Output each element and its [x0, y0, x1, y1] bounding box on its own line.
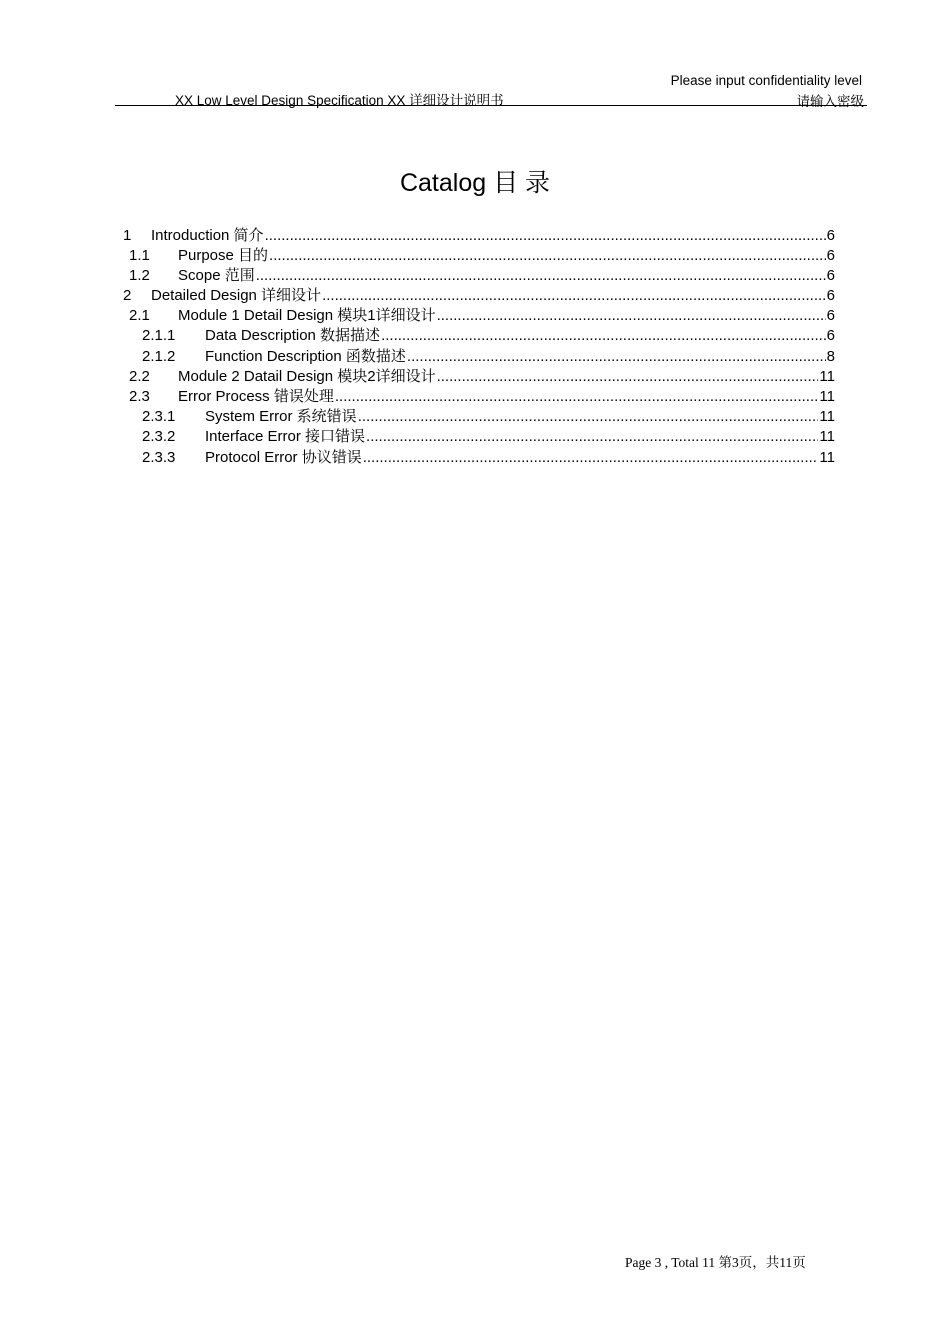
toc-number: 2.1.1	[142, 327, 176, 344]
toc-number: 1.1	[129, 247, 150, 264]
toc-number: 2.3.3	[142, 449, 176, 466]
toc-leader-dots	[335, 388, 819, 405]
toc-leader-dots	[256, 267, 826, 284]
toc-leader-dots	[381, 327, 826, 344]
toc-number: 2.2	[129, 368, 150, 385]
page-footer: Page 3 , Total 11 第3页，共11页	[625, 1255, 806, 1270]
catalog-title: Catalog 目 录	[399, 169, 551, 197]
toc-label: Protocol Error 协议错误	[205, 449, 362, 466]
header-divider	[115, 105, 867, 106]
toc-entry[interactable]	[142, 446, 835, 466]
toc-label: Scope 范围	[178, 267, 255, 284]
toc-entry[interactable]	[129, 264, 835, 284]
toc-entry[interactable]	[129, 365, 835, 385]
toc-page-number: 6	[826, 247, 835, 264]
toc-leader-dots	[322, 287, 826, 304]
toc-entry[interactable]	[129, 385, 835, 405]
toc-label: Module 1 Detail Design 模块1详细设计	[178, 307, 436, 324]
toc-entry[interactable]	[129, 244, 835, 264]
toc-leader-dots	[366, 428, 818, 445]
toc-entry[interactable]	[129, 304, 835, 324]
confidentiality-level-cn: 请输入密级	[796, 94, 864, 110]
toc-number: 2.1	[129, 307, 150, 324]
toc-number: 2	[123, 287, 132, 304]
toc-number: 1	[123, 227, 132, 244]
toc-label: Module 2 Datail Design 模块2详细设计	[178, 368, 436, 385]
toc-leader-dots	[437, 368, 819, 385]
toc-page-number: 11	[819, 428, 835, 445]
toc-number: 2.1.2	[142, 348, 176, 365]
toc-label: Purpose 目的	[178, 247, 269, 264]
toc-leader-dots	[437, 307, 826, 324]
toc-leader-dots	[407, 348, 826, 365]
toc-label: System Error 系统错误	[205, 408, 357, 425]
toc-label: Error Process 错误处理	[178, 388, 334, 405]
toc-number: 2.3.2	[142, 428, 176, 445]
toc-page-number: 6	[826, 287, 835, 304]
toc-page-number: 11	[819, 368, 835, 385]
toc-entry[interactable]	[142, 425, 835, 445]
toc-number: 2.3	[129, 388, 150, 405]
toc-page-number: 8	[826, 348, 835, 365]
toc-number: 1.2	[129, 267, 150, 284]
toc-label: Introduction 简介	[151, 227, 264, 244]
toc-entry[interactable]	[123, 224, 835, 244]
toc-page-number: 11	[819, 388, 835, 405]
toc-page-number: 11	[819, 408, 835, 425]
toc-entry[interactable]	[142, 345, 835, 365]
toc-label: Function Description 函数描述	[205, 348, 406, 365]
toc-number: 2.3.1	[142, 408, 176, 425]
toc-page-number: 6	[826, 267, 835, 284]
toc-page-number: 6	[826, 327, 835, 344]
confidentiality-level-en: Please input confidentiality level	[670, 73, 862, 88]
toc-page-number: 6	[826, 307, 835, 324]
toc-label: Interface Error 接口错误	[205, 428, 366, 445]
toc-leader-dots	[358, 408, 819, 425]
toc-entry[interactable]	[123, 284, 835, 304]
toc-page-number: 6	[826, 227, 835, 244]
toc-entry[interactable]	[142, 324, 835, 344]
document-title: XX Low Level Design Specification XX 详细设计说明书	[175, 93, 504, 108]
toc-leader-dots	[269, 247, 826, 264]
toc-label: Data Description 数据描述	[205, 327, 381, 344]
toc-leader-dots	[363, 449, 819, 466]
toc-page-number: 11	[819, 449, 835, 466]
toc-entry[interactable]	[142, 405, 835, 425]
toc-leader-dots	[265, 227, 826, 244]
toc-label: Detailed Design 详细设计	[151, 287, 322, 304]
